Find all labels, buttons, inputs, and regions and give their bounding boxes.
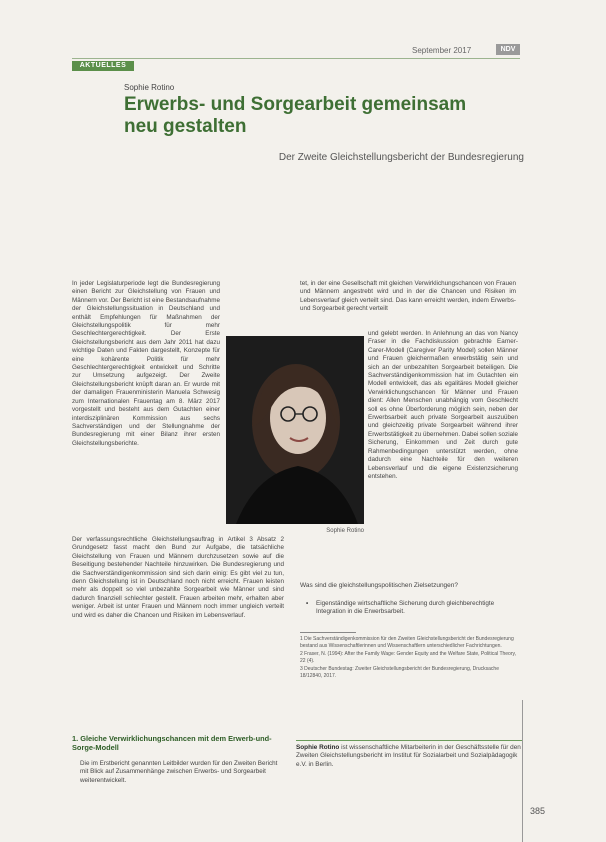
list-item [306, 600, 520, 617]
body-column-right-upper [300, 280, 516, 319]
portrait-image [226, 336, 364, 524]
paragraph: und gelebt werden. In Anlehnung an das von Nancy Fraser in die Fachdiskussion gebrachte Earner-Carer-Modell (Caregiver Parity Model) sollen Männer und Frauen gleichermaßen erwerbstätig sein und sich an der unbezahlten Sorgearbeit beteiligen. Die Sachverständigenkommission hat im Gutachten ein Modell entwickelt, das als egalitäres Modell gleicher Verwirklichungschancen für Männer und Frauen dient: Allen Menschen unabhängig vom Geschlecht soll es ohne Überforderung möglich sein, neben der Erwerbsarbeit auch private Sorgearbeit auszuüben und gleichzeitig private Sorgearbeit während ihrer Erwerbstätigkeit zu übernehmen. Dabei sollen soziale Sicherung, Einkommen und Zeit durch gute Rahmenbedingungen unterstützt werden, ohne dadurch eine Nachteile für den weiteren Lebensverlauf und die eigene Existenzsicherung entstehen. [368, 330, 518, 480]
article-title: Erwerbs- und Sorgearbeit gemeinsam neu gestalten [124, 94, 467, 137]
body-column-left-lower [72, 536, 284, 625]
section-heading: 1. Gleiche Verwirklichungschancen mit dem Erwerb-und-Sorge-Modell [72, 734, 272, 752]
author-photo [226, 336, 364, 524]
subquestion: Was sind die gleichstellungspolitischen Zielsetzungen? [300, 582, 459, 589]
bio-name: Sophie Rotino [296, 744, 340, 751]
author-bio [296, 740, 522, 790]
section-tag: AKTUELLES [72, 61, 134, 71]
footnote-divider [300, 632, 356, 633]
body-column-right-wrap [368, 330, 518, 486]
article-author: Sophie Rotino [124, 83, 175, 92]
margin-rule [522, 700, 523, 842]
footnote: 1 Die Sachverständigenkommission für den Zweiten Gleichstellungsbericht der Bundesregierung bestand aus Wissenschaftlerinnen und Wissenschaftlern unterschiedlicher Fachrichtungen. [300, 636, 514, 649]
photo-caption: Sophie Rotino [326, 528, 364, 534]
header-divider [72, 58, 520, 59]
issue-date: September 2017 [412, 46, 472, 55]
body-column-left-upper [72, 280, 220, 453]
paragraph: Der verfassungsrechtliche Gleichstellungsauftrag in Artikel 3 Absatz 2 Grundgesetz fasst macht den Bund zur Aufgabe, die tatsächliche Gleichstellung von Frauen und Männern durchzusetzen sowie auf die Beseitigung bestehender Nachteile hinzuwirken. Die Bundesregierung und die Sachverständigenkommission sind sich darin einig: Es gibt viel zu tun, denn Gleichstellung ist in Deutschland noch nicht erreicht. Frauen leisten mehr als doppelt so viel unbezahlte Sorgearbeit wie Männer und sind dadurch finanziell schlechter gestellt. Frauen arbeiten mehr, erhalten aber weniger. Arbeit ist unter Frauen und Männern noch immer ungleich verteilt und wird es daher die Chancen und Risiken im Lebensverlauf. [72, 536, 284, 619]
section-text: Die im Erstbericht genannten Leitbilder wurden für den Zweiten Bericht mit Blick auf Zusammenhänge zwischen Erwerbs- und Sorgearbeit weiterentwickelt. [80, 760, 278, 784]
footnotes [300, 636, 522, 682]
paragraph: In jeder Legislaturperiode legt die Bundesregierung einen Bericht zur Gleichstellung von Frauen und Männern vor. Der Bericht ist eine Bestandsaufnahme der Gleichstellungssituation in Deutschland und enthält Empfehlungen für Maßnahmen der Gleichstellungspolitik für mehr Geschlechtergerechtigkeit. Der Erste Gleichstellungsbericht aus dem Jahr 2011 hat dazu wichtige Daten und Fakten dargestellt, Konzepte für eine kohärente Politik für mehr Geschlechtergerechtigkeit entwickelt und Schritte zur Umsetzung aufgezeigt. Der Zweite Gleichstellungsbericht knüpft daran an. Er wurde mit der damaligen Frauenministerin Manuela Schwesig zum Internationalen Frauentag am 8. März 2017 vorgestellt und besteht aus dem Gutachten einer interdisziplinären Kommission aus sechs Sachverständigen und der Stellungnahme der Bundesregierung mit einer Bilanz ihrer ersten Gleichstellungsberichte. [72, 280, 220, 447]
paragraph: tet, in der eine Gesellschaft mit gleichen Verwirklichungschancen von Frauen und Männern angestrebt wird und in der die Chancen und Risiken im Lebensverlauf gleich verteilt sind. Das kann erreicht werden, indem Erwerbs- und Sorgearbeit gerecht verteilt [300, 280, 516, 313]
bullet-icon: • [306, 600, 309, 607]
page-number: 385 [530, 806, 546, 816]
publication-badge: NDV [496, 44, 520, 55]
article-subtitle: Der Zweite Gleichstellungsbericht der Bundesregierung [278, 152, 524, 163]
list-item-text: Eigenständige wirtschaftliche Sicherung durch gleichberechtigte Integration in die Erwerbsarbeit. [316, 600, 495, 616]
footnote: 3 Deutscher Bundestag: Zweiter Gleichstellungsbericht der Bundesregierung, Drucksache 18/12840, 2017. [300, 666, 499, 679]
footnote: 2 Fraser, N. (1994): After the Family Wage: Gender Equity and the Welfare State, Political Theory, 22 (4). [300, 651, 517, 664]
bio-text: ist wissenschaftliche Mitarbeiterin in der Geschäftsstelle für den Zweiten Gleichstellungsbericht im Institut für Sozialarbeit und Sozialpädagogik e.V. in Berlin. [296, 744, 521, 768]
